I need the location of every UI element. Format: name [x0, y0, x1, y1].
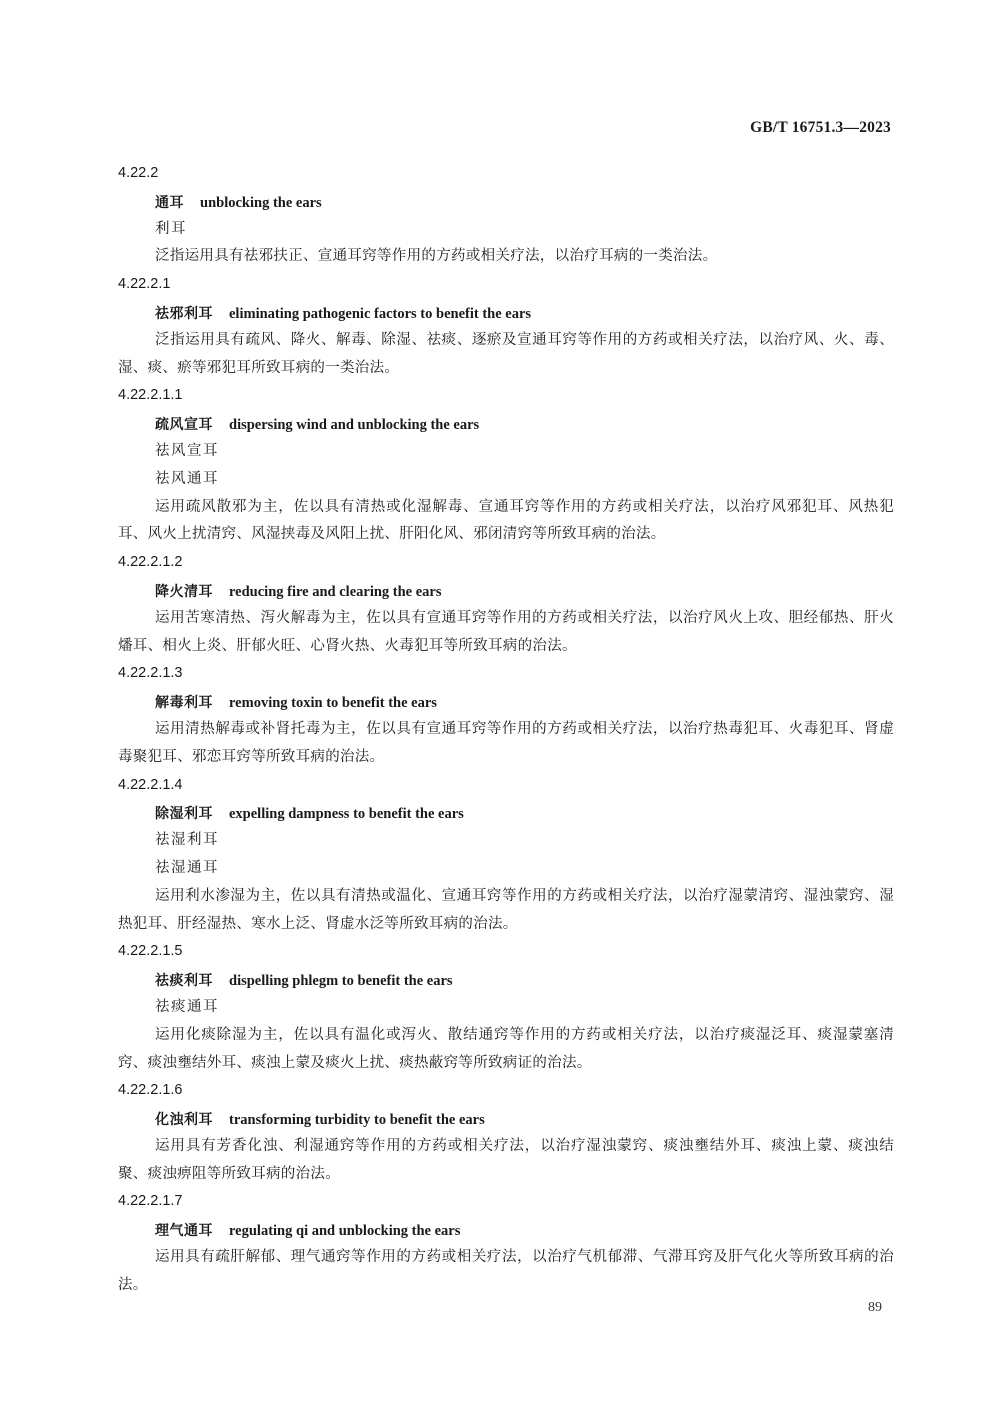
standard-number: GB/T 16751.3—2023: [750, 119, 891, 136]
term-english: unblocking the ears: [200, 194, 322, 211]
term-definition: 泛指运用具有疏风、降火、解毒、除湿、祛痰、逐瘀及宣通耳窍等作用的方药或相关疗法，以治疗风、火、毒、湿、痰、瘀等邪犯耳所致耳病的一类治法。: [118, 331, 894, 376]
term-english: transforming turbidity to benefit the ears: [229, 1112, 485, 1129]
term-definition: 运用利水渗湿为主，佐以具有清热或温化、宣通耳窍等作用的方药或相关疗法，以治疗湿蒙清窍、湿浊蒙窍、湿热犯耳、肝经湿热、寒水上泛、肾虚水泛等所致耳病的治法。: [118, 887, 894, 932]
term-entry: [118, 549, 894, 660]
term-synonym: 祛痰通耳: [155, 998, 219, 1015]
term-entry: [118, 660, 894, 771]
clause-number: 4.22.2.1.6: [118, 1082, 183, 1099]
term-synonym: 祛湿通耳: [155, 859, 219, 876]
term-chinese: 化浊利耳: [155, 1112, 213, 1129]
term-entry: [118, 271, 894, 382]
term-entry: [118, 1077, 894, 1188]
term-entry: [118, 1188, 894, 1299]
term-chinese: 祛痰利耳: [155, 973, 213, 990]
term-heading: [118, 799, 894, 827]
term-synonym: 祛风通耳: [155, 470, 219, 487]
term-definition: 运用苦寒清热、泻火解毒为主，佐以具有宣通耳窍等作用的方药或相关疗法，以治疗风火上攻、胆经郁热、肝火燔耳、相火上炎、肝郁火旺、心肾火热、火毒犯耳等所致耳病的治法。: [118, 609, 894, 654]
term-english: expelling dampness to benefit the ears: [229, 806, 464, 823]
term-english: regulating qi and unblocking the ears: [229, 1223, 461, 1240]
clause-number: 4.22.2.1: [118, 276, 171, 293]
page-number: 89: [868, 1300, 882, 1315]
clause-number: 4.22.2.1.2: [118, 554, 183, 571]
term-synonym: 祛风宣耳: [155, 442, 219, 459]
term-heading: [118, 1216, 894, 1244]
term-heading: [118, 1105, 894, 1133]
clause-number: 4.22.2: [118, 165, 159, 181]
term-heading: [118, 410, 894, 438]
term-chinese: 理气通耳: [155, 1223, 213, 1240]
term-entry: [118, 772, 894, 939]
term-synonym: 利耳: [155, 220, 187, 237]
term-definition: 运用疏风散邪为主，佐以具有清热或化湿解毒、宣通耳窍等作用的方药或相关疗法，以治疗风邪犯耳、风热犯耳、风火上扰清窍、风湿挟毒及风阳上扰、肝阳化风、邪闭清窍等所致耳病的治法。: [118, 498, 894, 543]
term-english: eliminating pathogenic factors to benefit the ears: [229, 305, 532, 322]
clause-number: 4.22.2.1.7: [118, 1193, 183, 1210]
term-synonym: 祛湿利耳: [155, 832, 219, 849]
term-english: dispersing wind and unblocking the ears: [229, 417, 480, 434]
document-body: [118, 160, 894, 1300]
term-definition: 运用化痰除湿为主，佐以具有温化或泻火、散结通窍等作用的方药或相关疗法，以治疗痰湿泛耳、痰湿蒙塞清窍、痰浊壅结外耳、痰浊上蒙及痰火上扰、痰热蔽窍等所致病证的治法。: [118, 1026, 894, 1071]
term-heading: [118, 688, 894, 716]
term-english: removing toxin to benefit the ears: [229, 695, 437, 712]
term-chinese: 疏风宣耳: [155, 417, 213, 434]
term-heading: [118, 299, 894, 327]
term-english: reducing fire and clearing the ears: [229, 583, 442, 600]
term-heading: [118, 188, 894, 216]
term-definition: 泛指运用具有祛邪扶正、宣通耳窍等作用的方药或相关疗法，以治疗耳病的一类治法。: [155, 248, 718, 265]
term-chinese: 解毒利耳: [155, 695, 213, 712]
clause-number: 4.22.2.1.3: [118, 665, 183, 682]
term-entry: [118, 382, 894, 549]
term-definition: 运用清热解毒或补肾托毒为主，佐以具有宣通耳窍等作用的方药或相关疗法，以治疗热毒犯耳、火毒犯耳、肾虚毒聚犯耳、邪恋耳窍等所致耳病的治法。: [118, 720, 894, 765]
clause-number: 4.22.2.1.4: [118, 776, 183, 793]
term-chinese: 降火清耳: [155, 583, 213, 600]
clause-number: 4.22.2.1.5: [118, 943, 183, 960]
term-entry: [118, 938, 894, 1077]
term-definition: 运用具有疏肝解郁、理气通窍等作用的方药或相关疗法，以治疗气机郁滞、气滞耳窍及肝气化火等所致耳病的治法。: [118, 1249, 894, 1293]
term-definition: 运用具有芳香化浊、利湿通窍等作用的方药或相关疗法，以治疗湿浊蒙窍、痰浊壅结外耳、痰浊上蒙、痰浊结聚、痰浊痹阻等所致耳病的治法。: [118, 1137, 894, 1182]
term-entry: [118, 160, 894, 271]
clause-number: 4.22.2.1.1: [118, 387, 183, 404]
term-english: dispelling phlegm to benefit the ears: [229, 973, 453, 990]
term-heading: [118, 966, 894, 994]
term-chinese: 除湿利耳: [155, 806, 213, 823]
term-heading: [118, 577, 894, 605]
term-chinese: 通耳: [155, 194, 184, 211]
term-chinese: 祛邪利耳: [155, 305, 213, 322]
